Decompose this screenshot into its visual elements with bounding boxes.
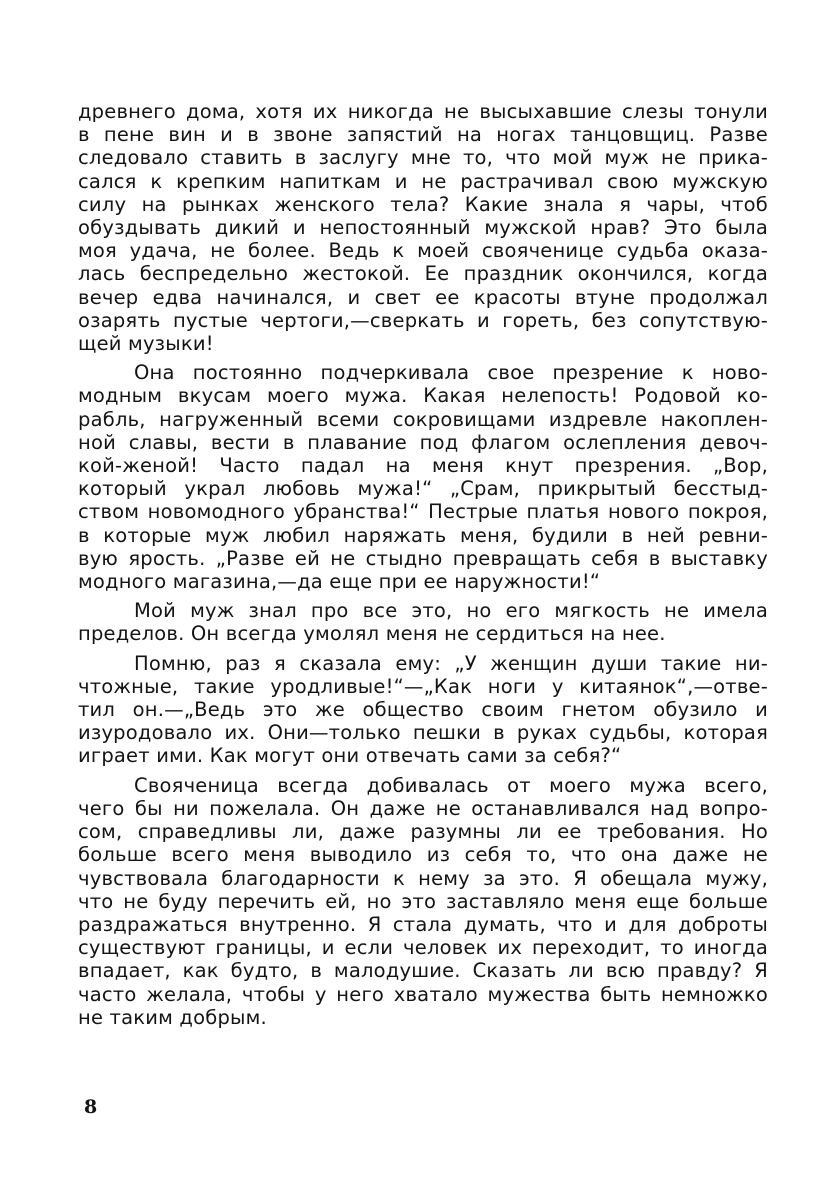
- text-line: модного магазина,—да еще при ее наружности!“: [78, 570, 601, 594]
- text-line: в пене вин и в звоне запястий на ногах танцовщиц. Разве: [78, 123, 768, 147]
- text-line: существуют границы, и если человек их переходит, то иногда: [78, 936, 768, 960]
- text-line: чтожные, такие уродливые!“—„Как ноги у китаянок“,—отве-: [78, 674, 768, 698]
- text-line: Мой муж знал про все это, но его мягкость не имела: [134, 599, 768, 623]
- text-line: сом, справедливы ли, даже разумны ли ее требования. Но: [78, 820, 768, 844]
- text-line: в которые муж любил наряжать меня, будили в ней ревни-: [78, 523, 768, 547]
- body-text: [78, 100, 768, 1029]
- text-line: больше всего меня выводило из себя то, что она даже не: [78, 843, 768, 867]
- text-line: вечер едва начинался, и свет ее красоты втуне продолжал: [78, 285, 768, 309]
- text-line: впадает, как будто, в малодушие. Сказать ли всю правду? Я: [78, 959, 768, 983]
- text-line: пределов. Он всегда умолял меня не сердиться на нее.: [78, 622, 666, 646]
- paragraph: [78, 652, 768, 768]
- text-line: следовало ставить в заслугу мне то, что мой муж не прика-: [78, 146, 768, 170]
- text-line: модным вкусам моего мужа. Какая нелепость! Родовой ко-: [78, 384, 768, 408]
- text-line: чего бы ни пожелала. Он даже не останавливался над вопро-: [78, 796, 768, 820]
- text-line: вую ярость. „Разве ей не стыдно превращать себя в выставку: [78, 546, 768, 570]
- text-line: раздражаться внутренно. Я стала думать, что и для доброты: [78, 912, 768, 936]
- text-line: изуродовало их. Они—только пешки в руках судьбы, которая: [78, 721, 768, 745]
- text-line: рабль, нагруженный всеми сокровищами издревле накоплен-: [78, 407, 768, 431]
- text-line: ством новомодного убранства!“ Пестрые платья нового покроя,: [78, 500, 768, 524]
- text-line: сался к крепким напиткам и не растрачивал свою мужскую: [78, 169, 768, 193]
- paragraph: [78, 100, 768, 355]
- text-line: тил он.—„Ведь это же общество своим гнетом обузило и: [78, 698, 768, 722]
- page-number: 8: [84, 1096, 98, 1118]
- text-line: Она постоянно подчеркивала свое презрение к ново-: [134, 361, 768, 385]
- text-line: что не буду перечить ей, но это заставляло меня еще больше: [78, 889, 768, 913]
- paragraph: [78, 774, 768, 1029]
- text-line: лась беспредельно жестокой. Ее праздник окончился, когда: [78, 262, 768, 286]
- paragraph: [78, 361, 768, 593]
- text-line: озарять пустые чертоги,—сверкать и гореть, без сопутствую-: [78, 308, 768, 332]
- text-line: моя удача, не более. Ведь к моей свояченице судьба оказа-: [78, 239, 768, 263]
- text-line: часто желала, чтобы у него хватало мужества быть немножко: [78, 982, 768, 1006]
- text-line: кой-женой! Часто падал на меня кнут презрения. „Вор,: [78, 454, 768, 478]
- paragraph: [78, 599, 768, 645]
- text-line: силу на рынках женского тела? Какие знала я чары, чтоб: [78, 192, 768, 216]
- text-line: щей музыки!: [78, 332, 214, 356]
- text-line: обуздывать дикий и непостоянный мужской нрав? Это была: [78, 216, 768, 240]
- text-line: который украл любовь мужа!“ „Срам, прикрытый бесстыд-: [78, 477, 768, 501]
- text-line: играет ими. Как могут они отвечать сами за себя?“: [78, 744, 622, 768]
- text-line: Помню, раз я сказала ему: „У женщин души такие ни-: [134, 651, 768, 675]
- text-line: чувствовала благодарности к нему за это. Я обещала мужу,: [78, 866, 768, 890]
- text-line: древнего дома, хотя их никогда не высыхавшие слезы тонули: [78, 100, 768, 123]
- text-line: не таким добрым.: [78, 1005, 267, 1029]
- text-line: Свояченица всегда добивалась от моего мужа всего,: [134, 773, 768, 797]
- text-line: ной славы, вести в плавание под флагом ослепления девоч-: [78, 430, 768, 454]
